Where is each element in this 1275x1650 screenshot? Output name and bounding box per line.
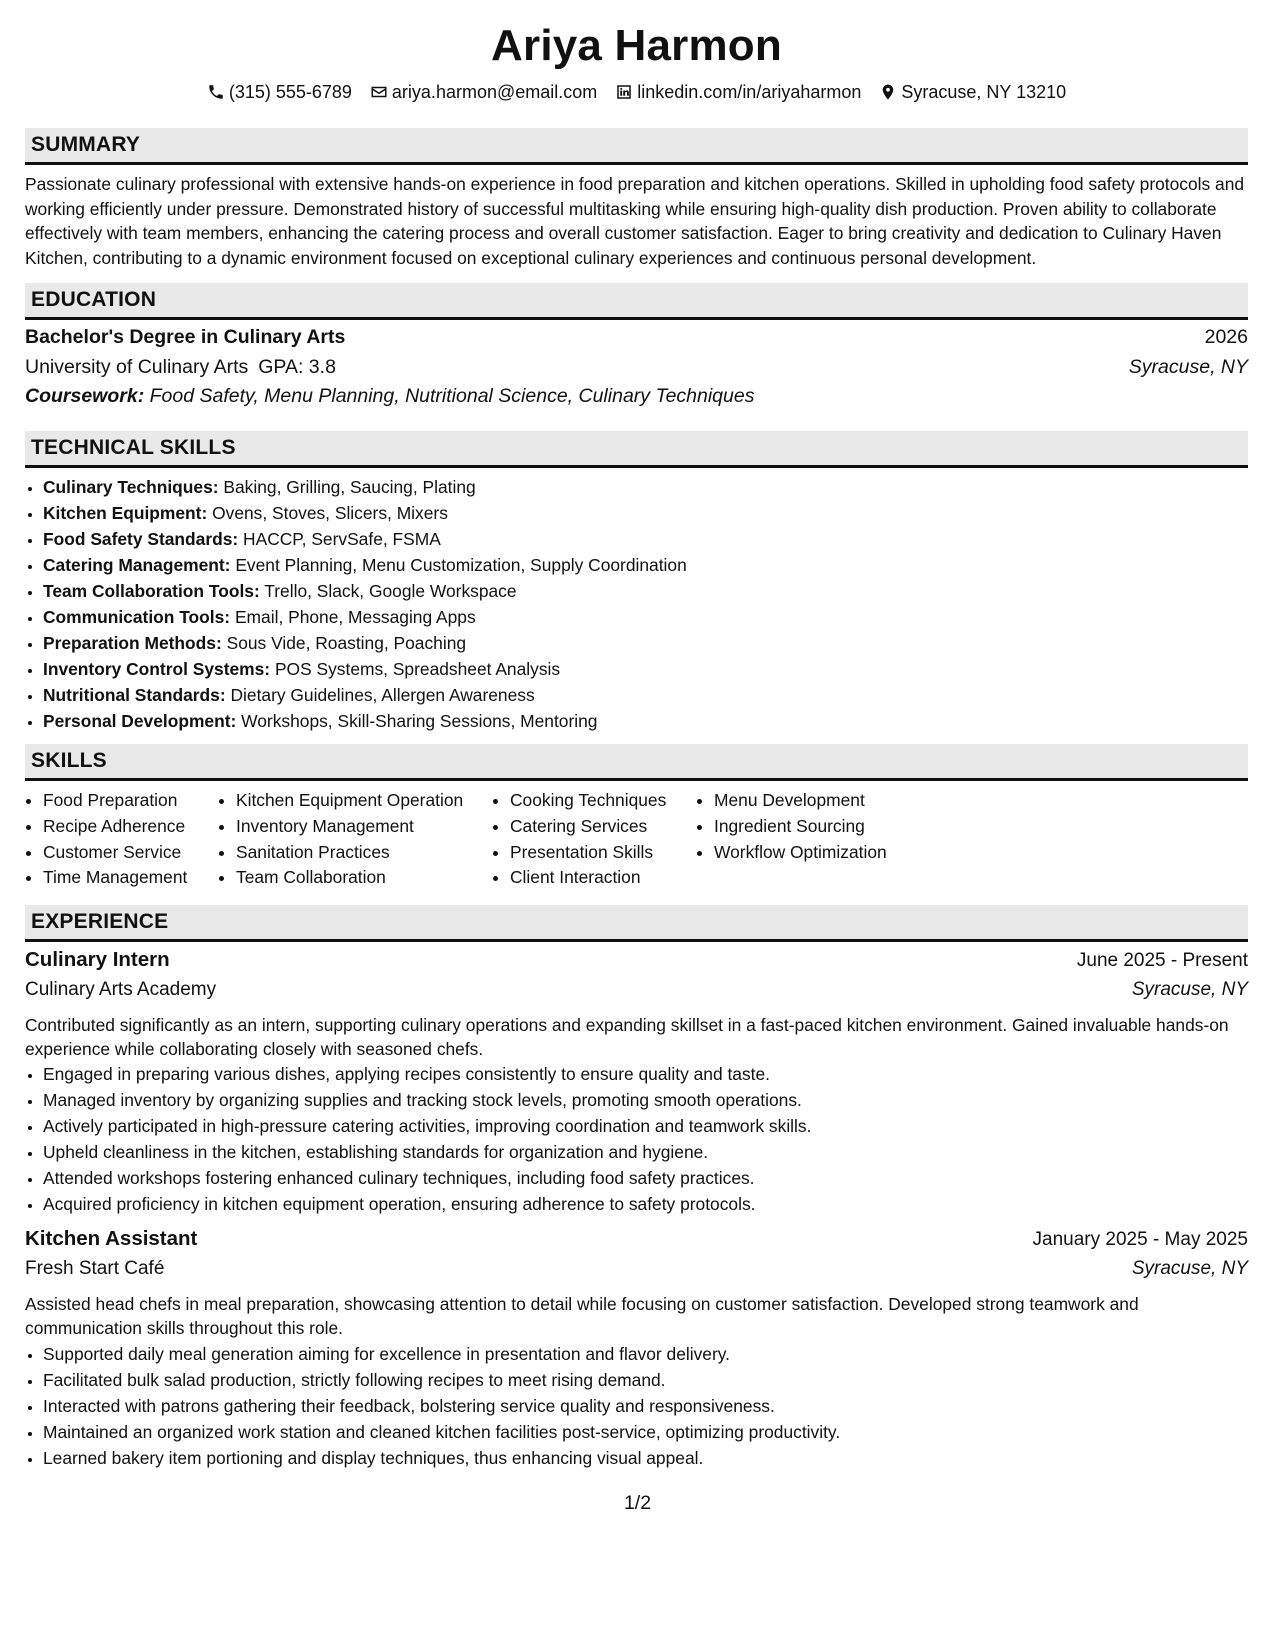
skill-category: Kitchen Equipment: — [43, 503, 208, 524]
list-item — [43, 682, 1248, 708]
job-company-row — [25, 1258, 1248, 1289]
job-dates: June 2025 - Present — [1076, 950, 1248, 972]
list-item — [43, 578, 1248, 604]
contact-email[interactable] — [370, 80, 597, 104]
skill-category: Food Safety Standards: — [43, 529, 239, 550]
education-row-2 — [25, 356, 1248, 385]
location-text: Syracuse, NY 13210 — [901, 82, 1067, 102]
map-pin-icon — [879, 83, 897, 101]
skill-values: Baking, Grilling, Saucing, Plating — [223, 477, 476, 498]
contact-bar — [25, 80, 1248, 104]
skill-category: Personal Development: — [43, 711, 237, 732]
skill-category: Inventory Control Systems: — [43, 659, 271, 680]
linkedin-icon — [615, 83, 633, 101]
list-item: • Managed inventory by organizing supplies and tracking stock levels, promoting smooth operations. — [43, 1087, 1248, 1113]
skills-column-4 — [696, 788, 934, 891]
skill-values: Trello, Slack, Google Workspace — [264, 581, 517, 602]
skill-category: Culinary Techniques: — [43, 477, 219, 498]
list-item: • Team Collaboration — [236, 865, 492, 891]
list-item — [43, 656, 1248, 682]
job-title-row — [25, 1227, 1248, 1258]
skill-values: Sous Vide, Roasting, Poaching — [226, 633, 467, 654]
list-item: • Cooking Techniques — [510, 788, 696, 814]
skill-category: Communication Tools: — [43, 607, 231, 628]
graduation-year: 2026 — [1204, 326, 1248, 349]
skill-values: Ovens, Stoves, Slicers, Mixers — [212, 503, 448, 524]
job-company: Culinary Arts Academy — [25, 979, 217, 1001]
coursework-list: Food Safety, Menu Planning, Nutritional Science, Culinary Techniques — [149, 385, 755, 408]
skills-column-2 — [218, 788, 492, 891]
skills-column-3 — [492, 788, 696, 891]
resume-page — [25, 18, 1248, 1471]
skill-category: Preparation Methods: — [43, 633, 222, 654]
skill-values: Dietary Guidelines, Allergen Awareness — [230, 685, 535, 706]
school-line — [25, 356, 336, 379]
skill-category: Nutritional Standards: — [43, 685, 226, 706]
list-item — [43, 474, 1248, 500]
education-row-1 — [25, 326, 1248, 356]
education-entry — [25, 326, 1248, 415]
contact-linkedin[interactable] — [615, 80, 861, 104]
degree-title: Bachelor's Degree in Culinary Arts — [25, 326, 346, 349]
list-item: • Workflow Optimization — [714, 840, 934, 866]
education-heading: EDUCATION — [25, 283, 1248, 320]
job-bullets — [25, 1341, 1248, 1471]
list-item: • Sanitation Practices — [236, 840, 492, 866]
list-item: • Interacted with patrons gathering their feedback, bolstering service quality and responsiveness. — [43, 1393, 1248, 1419]
skill-values: Workshops, Skill-Sharing Sessions, Mentoring — [241, 711, 598, 732]
list-item: • Ingredient Sourcing — [714, 814, 934, 840]
list-item: • Learned bakery item portioning and display techniques, thus enhancing visual appeal. — [43, 1445, 1248, 1471]
list-item: • Engaged in preparing various dishes, applying recipes consistently to ensure quality and taste. — [43, 1061, 1248, 1087]
skills-heading: SKILLS — [25, 744, 1248, 781]
contact-location — [879, 80, 1066, 104]
job-entry — [25, 948, 1248, 1217]
technical-skills-list — [25, 474, 1248, 734]
linkedin-link[interactable]: linkedin.com/in/ariyaharmon — [637, 82, 862, 102]
list-item: • Customer Service — [43, 840, 218, 866]
job-title: Culinary Intern — [25, 948, 170, 972]
list-item: • Presentation Skills — [510, 840, 696, 866]
list-item: • Inventory Management — [236, 814, 492, 840]
job-bullets — [25, 1061, 1248, 1217]
technical-skills-heading: TECHNICAL SKILLS — [25, 431, 1248, 468]
skill-category: Team Collaboration Tools: — [43, 581, 260, 602]
gpa: GPA: 3.8 — [258, 356, 336, 379]
list-item: • Facilitated bulk salad production, strictly following recipes to meet rising demand. — [43, 1367, 1248, 1393]
school-name: University of Culinary Arts — [25, 356, 249, 379]
list-item: • Actively participated in high-pressure catering activities, improving coordination and teamwork skills. — [43, 1113, 1248, 1139]
list-item: • Food Preparation — [43, 788, 218, 814]
list-item — [43, 500, 1248, 526]
job-description: Contributed significantly as an intern, supporting culinary operations and expanding skillset in a fast-paced kitchen environment. Gained invaluable hands-on experience while collaborating closely with seasoned chefs. — [25, 1015, 1229, 1059]
list-item — [43, 552, 1248, 578]
skill-values: HACCP, ServSafe, FSMA — [243, 529, 441, 550]
skill-values: Event Planning, Menu Customization, Supply Coordination — [235, 555, 687, 576]
list-item: • Attended workshops fostering enhanced culinary techniques, including food safety practices. — [43, 1165, 1248, 1191]
skill-values: Email, Phone, Messaging Apps — [234, 607, 476, 628]
experience-heading: EXPERIENCE — [25, 905, 1248, 942]
job-description: Assisted head chefs in meal preparation, showcasing attention to detail while focusing on customer satisfaction. Developed strong teamwork and communication skills throughout this role. — [25, 1294, 1139, 1338]
list-item — [43, 630, 1248, 656]
list-item — [43, 526, 1248, 552]
skill-values: POS Systems, Spreadsheet Analysis — [274, 659, 561, 680]
list-item: • Supported daily meal generation aiming for excellence in presentation and flavor delivery. — [43, 1341, 1248, 1367]
list-item — [43, 604, 1248, 630]
summary-heading: SUMMARY — [25, 128, 1248, 165]
job-company-row — [25, 979, 1248, 1010]
job-company: Fresh Start Café — [25, 1258, 165, 1280]
job-location: Syracuse, NY — [1131, 979, 1248, 1001]
coursework-line — [25, 385, 1248, 415]
list-item: • Kitchen Equipment Operation — [236, 788, 492, 814]
list-item: • Acquired proficiency in kitchen equipment operation, ensuring adherence to safety protocols. — [43, 1191, 1248, 1217]
skill-category: Catering Management: — [43, 555, 231, 576]
phone-icon — [207, 83, 225, 101]
list-item: • Client Interaction — [510, 865, 696, 891]
skills-column-1 — [25, 788, 218, 891]
list-item: • Recipe Adherence — [43, 814, 218, 840]
job-entry — [25, 1227, 1248, 1470]
list-item: • Maintained an organized work station and cleaned kitchen facilities post-service, optimizing productivity. — [43, 1419, 1248, 1445]
envelope-icon — [370, 83, 388, 101]
list-item: • Upheld cleanliness in the kitchen, establishing standards for organization and hygiene. — [43, 1139, 1248, 1165]
phone-text: (315) 555-6789 — [228, 82, 352, 102]
contact-phone — [207, 80, 352, 104]
list-item — [43, 708, 1248, 734]
summary-text: Passionate culinary professional with extensive hands-on experience in food preparation and kitchen operations. Skilled in upholding food safety protocols and working efficiently under pressure. Demonstrated history of successful multitasking while ensuring high-quality dish production. Proven ability to collaborate effectively with team members, enhancing the catering process and overall customer satisfaction. Eager to bring creativity and dedication to Culinary Haven Kitchen, contributing to a dynamic environment focused on exceptional culinary experiences and continuous personal development. — [25, 174, 1245, 268]
list-item: • Time Management — [43, 865, 218, 891]
job-dates: January 2025 - May 2025 — [1032, 1229, 1248, 1251]
job-title-row — [25, 948, 1248, 979]
candidate-name: Ariya Harmon — [491, 21, 782, 70]
page-number: 1/2 — [623, 1492, 652, 1514]
skills-grid — [25, 788, 1248, 891]
list-item: • Catering Services — [510, 814, 696, 840]
school-location: Syracuse, NY — [1128, 356, 1248, 379]
list-item: • Menu Development — [714, 788, 934, 814]
coursework-label: Coursework: — [25, 385, 145, 408]
job-location: Syracuse, NY — [1131, 1258, 1248, 1280]
job-title: Kitchen Assistant — [25, 1227, 198, 1251]
email-link[interactable]: ariya.harmon@email.com — [391, 82, 598, 102]
